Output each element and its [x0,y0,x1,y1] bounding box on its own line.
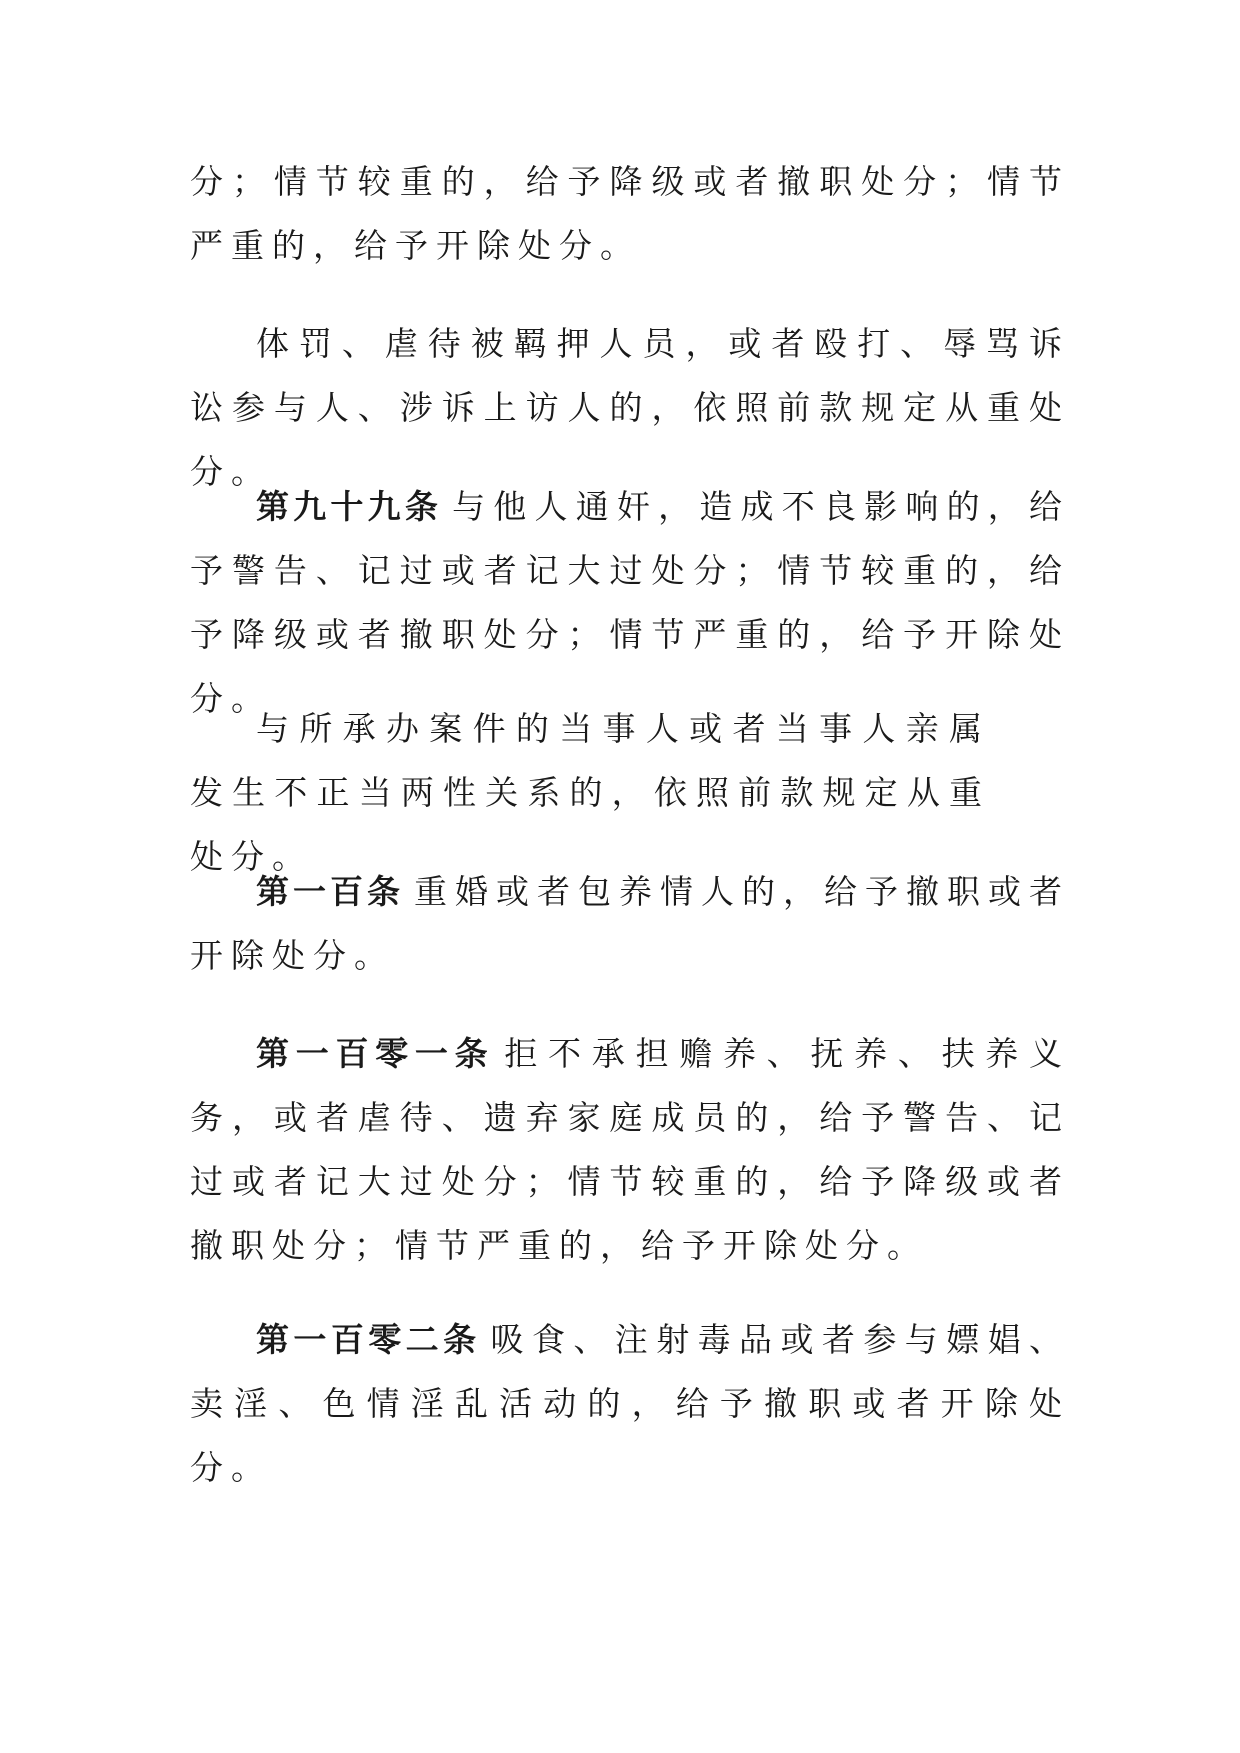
article-body: 重婚或者包养情人的，给予撤职或者开除处分。 [190,872,1070,975]
paragraph-text: 体罚、虐待被羁押人员，或者殴打、辱骂诉讼参与人、涉诉上访人的，依照前款规定从重处分。 [190,324,1070,491]
paragraph-continuation [190,150,1070,278]
article-body: 拒不承担赡养、抚养、扶养义务，或者虐待、遗弃家庭成员的，给予警告、记过或者记大过处分；情节较重的，给予降级或者撤职处分；情节严重的，给予开除处分。 [190,1034,1071,1265]
article-101 [190,1022,1070,1278]
paragraph-text: 分；情节较重的，给予降级或者撤职处分；情节严重的，给予开除处分。 [190,162,1070,265]
article-number: 第一百零二条 [256,1320,481,1359]
paragraph-text [190,860,1070,988]
paragraph-text [190,1308,1070,1500]
paragraph-text [190,1022,1070,1278]
paragraph-text [190,475,1070,731]
article-body: 与他人通奸，造成不良影响的，给予警告、记过或者记大过处分；情节较重的，给予降级或者撤职处分；情节严重的，给予开除处分。 [190,487,1071,718]
article-100 [190,860,1070,988]
article-102 [190,1308,1070,1500]
article-number: 第九十九条 [256,487,443,526]
article-body: 吸食、注射毒品或者参与嫖娼、卖淫、色情淫乱活动的，给予撤职或者开除处分。 [190,1320,1071,1487]
paragraph-text: 与所承办案件的当事人或者当事人亲属发生不正当两性关系的，依照前款规定从重处分。 [190,709,990,876]
article-number: 第一百零一条 [256,1034,495,1073]
article-number: 第一百条 [256,872,404,911]
article-99 [190,475,1070,731]
